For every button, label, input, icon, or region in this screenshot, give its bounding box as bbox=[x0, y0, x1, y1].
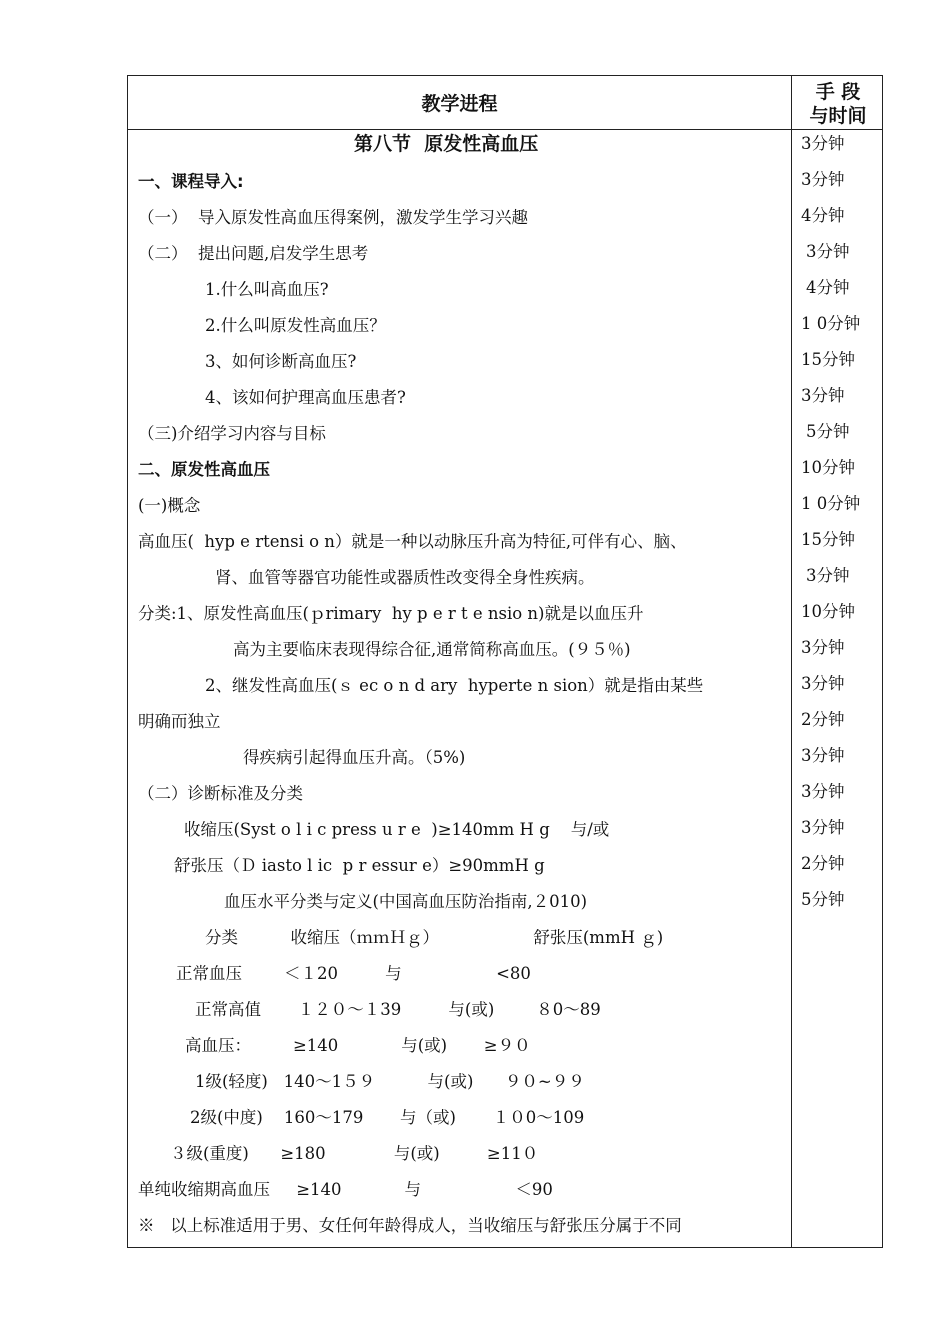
bp-table-row: 2级(中度) 160～179 与（或) １０0～109 bbox=[190, 1108, 585, 1127]
section-title: 第八节 原发性高血压 bbox=[354, 133, 539, 155]
time-entry: 3分钟 bbox=[801, 818, 845, 837]
heading-primary-hypertension: 二、原发性高血压 bbox=[138, 460, 270, 479]
bp-table-header: 分类 收缩压（ｍｍＨｇ） 舒张压(mmH ｇ) bbox=[205, 928, 664, 947]
time-entry: 1 0分钟 bbox=[801, 494, 861, 513]
question-item: 3、如何诊断高血压? bbox=[205, 352, 357, 371]
header-divider bbox=[128, 129, 882, 130]
subheading-concept: (一)概念 bbox=[138, 496, 201, 515]
time-entry: 3分钟 bbox=[801, 386, 845, 405]
time-entry: 3分钟 bbox=[801, 134, 845, 153]
time-entry: 3分钟 bbox=[801, 170, 845, 189]
header-method-line2: 与时间 bbox=[809, 105, 867, 127]
text-line: 2、继发性高血压(ｓ ec o n d ary hyperte n sion）就是指由某些 bbox=[205, 676, 704, 695]
footnote: ※ 以上标准适用于男、女任何年龄得成人，当收缩压与舒张压分属于不同 bbox=[138, 1216, 682, 1235]
time-entry: 3分钟 bbox=[801, 746, 845, 765]
time-entry: 2分钟 bbox=[801, 854, 845, 873]
heading-course-intro: 一、课程导入: bbox=[138, 172, 244, 191]
header-method-time bbox=[792, 80, 884, 128]
time-entry: 4分钟 bbox=[801, 206, 845, 225]
subheading-diagnosis: （二）诊断标准及分类 bbox=[138, 784, 303, 803]
text-line: 高为主要临床表现得综合征,通常简称高血压。(９５％) bbox=[233, 640, 631, 659]
time-entry: 3分钟 bbox=[806, 566, 850, 585]
time-entry: 3分钟 bbox=[801, 782, 845, 801]
text-line: （一） 导入原发性高血压得案例，激发学生学习兴趣 bbox=[138, 208, 528, 227]
text-line: 得疾病引起得血压升高。（5%) bbox=[243, 748, 466, 767]
question-item: 2.什么叫原发性高血压？ bbox=[205, 316, 386, 335]
time-entry: 3分钟 bbox=[801, 638, 845, 657]
time-entry: 1 0分钟 bbox=[801, 314, 861, 333]
text-line: 分类:1、原发性高血压(ｐrimary hy p e r t e nsio n)就是以血压升 bbox=[138, 604, 644, 623]
text-line: 高血压( hyp e rtensi o n）就是一种以动脉压升高为特征,可伴有心、脑、 bbox=[138, 532, 687, 551]
time-entry: 5分钟 bbox=[806, 422, 850, 441]
bp-table-row: 正常高值 １２０～１39 与(或) ８0～89 bbox=[195, 1000, 601, 1019]
bp-table-row: 高血压： ≥140 与(或) ≥９０ bbox=[185, 1036, 531, 1055]
time-entry: 3分钟 bbox=[801, 674, 845, 693]
text-line: 明确而独立 bbox=[138, 712, 221, 731]
time-entry: 15分钟 bbox=[801, 350, 855, 369]
bp-table-caption: 血压水平分类与定义(中国高血压防治指南,２010) bbox=[224, 892, 588, 911]
column-divider bbox=[791, 76, 792, 1247]
text-line: 舒张压（Ｄ iasto l ic p r essur e）≥90mmH g bbox=[174, 856, 545, 875]
lesson-table bbox=[127, 75, 883, 1248]
text-line: 肾、血管等器官功能性或器质性改变得全身性疾病。 bbox=[215, 568, 595, 587]
bp-table-row: 1级(轻度) 140～1５９ 与(或) ９０~９９ bbox=[195, 1072, 585, 1091]
time-entry: 15分钟 bbox=[801, 530, 855, 549]
bp-table-row: ３级(重度) ≥180 与(或) ≥11０ bbox=[170, 1144, 539, 1163]
text-line: 收缩压(Syst o l i c press u r e )≥140mm H g 与/或 bbox=[184, 820, 610, 839]
bp-table-row: 单纯收缩期高血压 ≥140 与 ＜90 bbox=[138, 1180, 553, 1199]
time-entry: 10分钟 bbox=[801, 602, 855, 621]
bp-table-row: 正常血压 ＜１20 与 <80 bbox=[176, 964, 531, 983]
question-item: 4、该如何护理高血压患者? bbox=[205, 388, 406, 407]
time-entry: 10分钟 bbox=[801, 458, 855, 477]
time-entry: 5分钟 bbox=[801, 890, 845, 909]
time-entry: 2分钟 bbox=[801, 710, 845, 729]
time-entry: 3分钟 bbox=[806, 242, 850, 261]
text-line: （三)介绍学习内容与目标 bbox=[138, 424, 326, 443]
time-entry: 4分钟 bbox=[806, 278, 850, 297]
header-teaching-process: 教学进程 bbox=[421, 93, 498, 115]
question-item: 1.什么叫高血压? bbox=[205, 280, 329, 299]
text-line: （二） 提出问题,启发学生思考 bbox=[138, 244, 369, 263]
header-method-line1: 手 段 bbox=[815, 81, 861, 103]
